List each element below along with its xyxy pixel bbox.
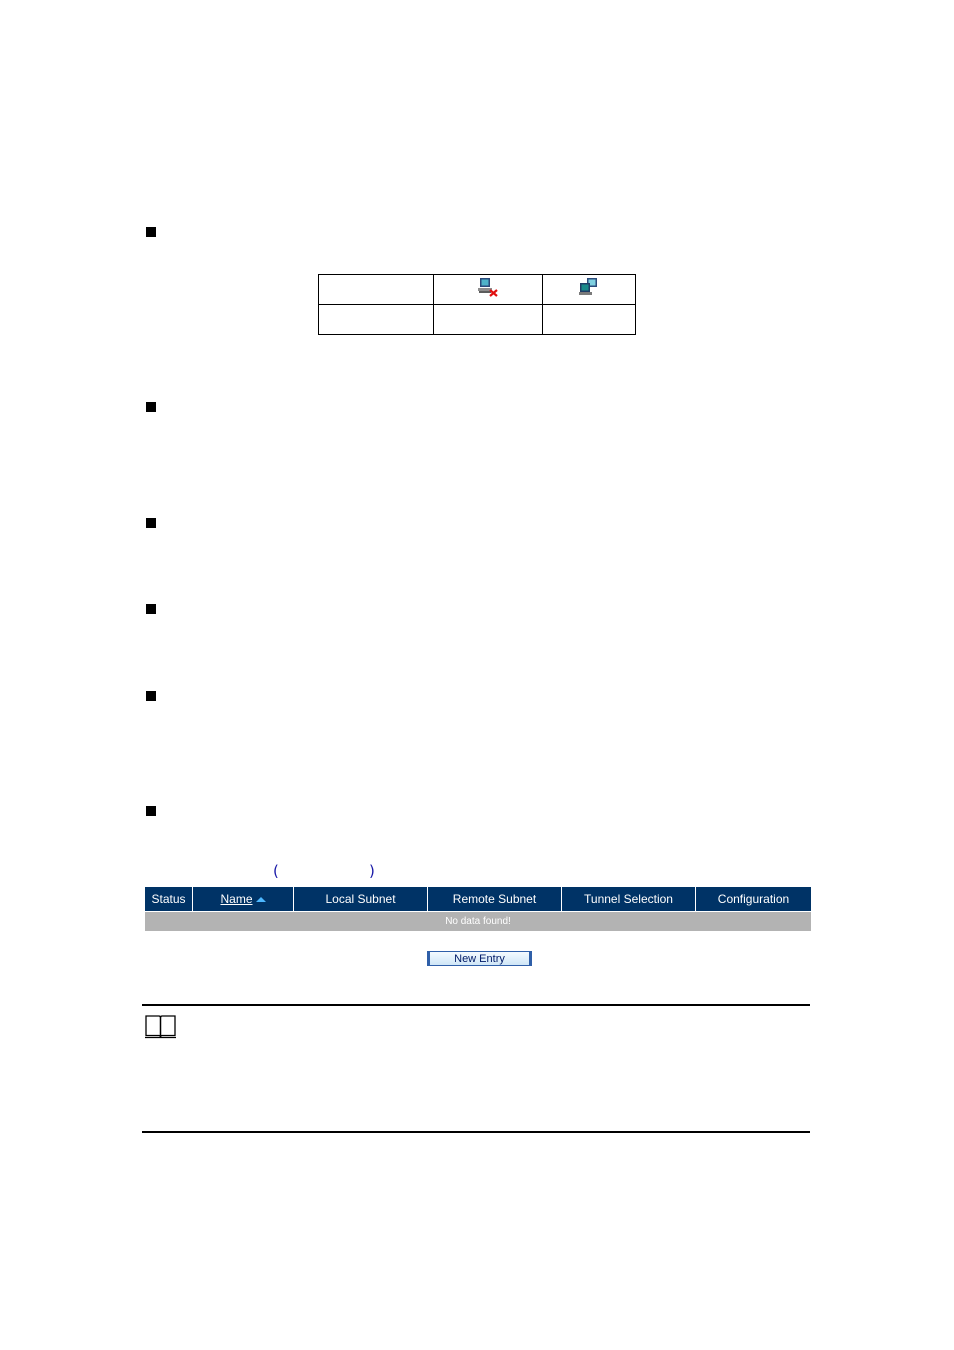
bullet-5 bbox=[146, 691, 156, 701]
open-paren: ( bbox=[273, 862, 279, 880]
status-empty-cell-2 bbox=[434, 305, 543, 335]
note-top-rule bbox=[142, 1004, 810, 1006]
column-header-configuration[interactable]: Configuration bbox=[696, 887, 812, 912]
note-bottom-rule bbox=[142, 1131, 810, 1133]
status-empty-cell-1 bbox=[319, 305, 434, 335]
sort-ascending-icon bbox=[256, 897, 266, 902]
column-header-tunnel-selection[interactable]: Tunnel Selection bbox=[562, 887, 696, 912]
connected-icon-cell bbox=[543, 275, 636, 305]
sort-by-name-link[interactable]: Name bbox=[220, 892, 253, 906]
status-label-cell bbox=[319, 275, 434, 305]
column-header-status[interactable]: Status bbox=[145, 887, 193, 912]
column-header-name[interactable] bbox=[193, 887, 294, 912]
status-icon-table bbox=[318, 274, 636, 335]
bullet-6 bbox=[146, 806, 156, 816]
bullet-3 bbox=[146, 518, 156, 528]
bullet-1 bbox=[146, 227, 156, 237]
empty-message: No data found! bbox=[145, 912, 811, 932]
column-header-remote-subnet[interactable]: Remote Subnet bbox=[428, 887, 562, 912]
book-icon bbox=[144, 1014, 177, 1039]
bullet-2 bbox=[146, 402, 156, 412]
new-entry-button[interactable]: New Entry bbox=[427, 951, 532, 966]
connected-computers-icon bbox=[578, 277, 600, 297]
tunnel-list-table bbox=[145, 887, 811, 931]
table-row bbox=[145, 912, 811, 932]
status-empty-cell-3 bbox=[543, 305, 636, 335]
table-header-row bbox=[145, 887, 811, 912]
bullet-4 bbox=[146, 604, 156, 614]
disconnected-computer-icon bbox=[477, 277, 499, 297]
disconnected-icon-cell bbox=[434, 275, 543, 305]
close-paren: ) bbox=[369, 862, 375, 880]
column-header-local-subnet[interactable]: Local Subnet bbox=[294, 887, 428, 912]
